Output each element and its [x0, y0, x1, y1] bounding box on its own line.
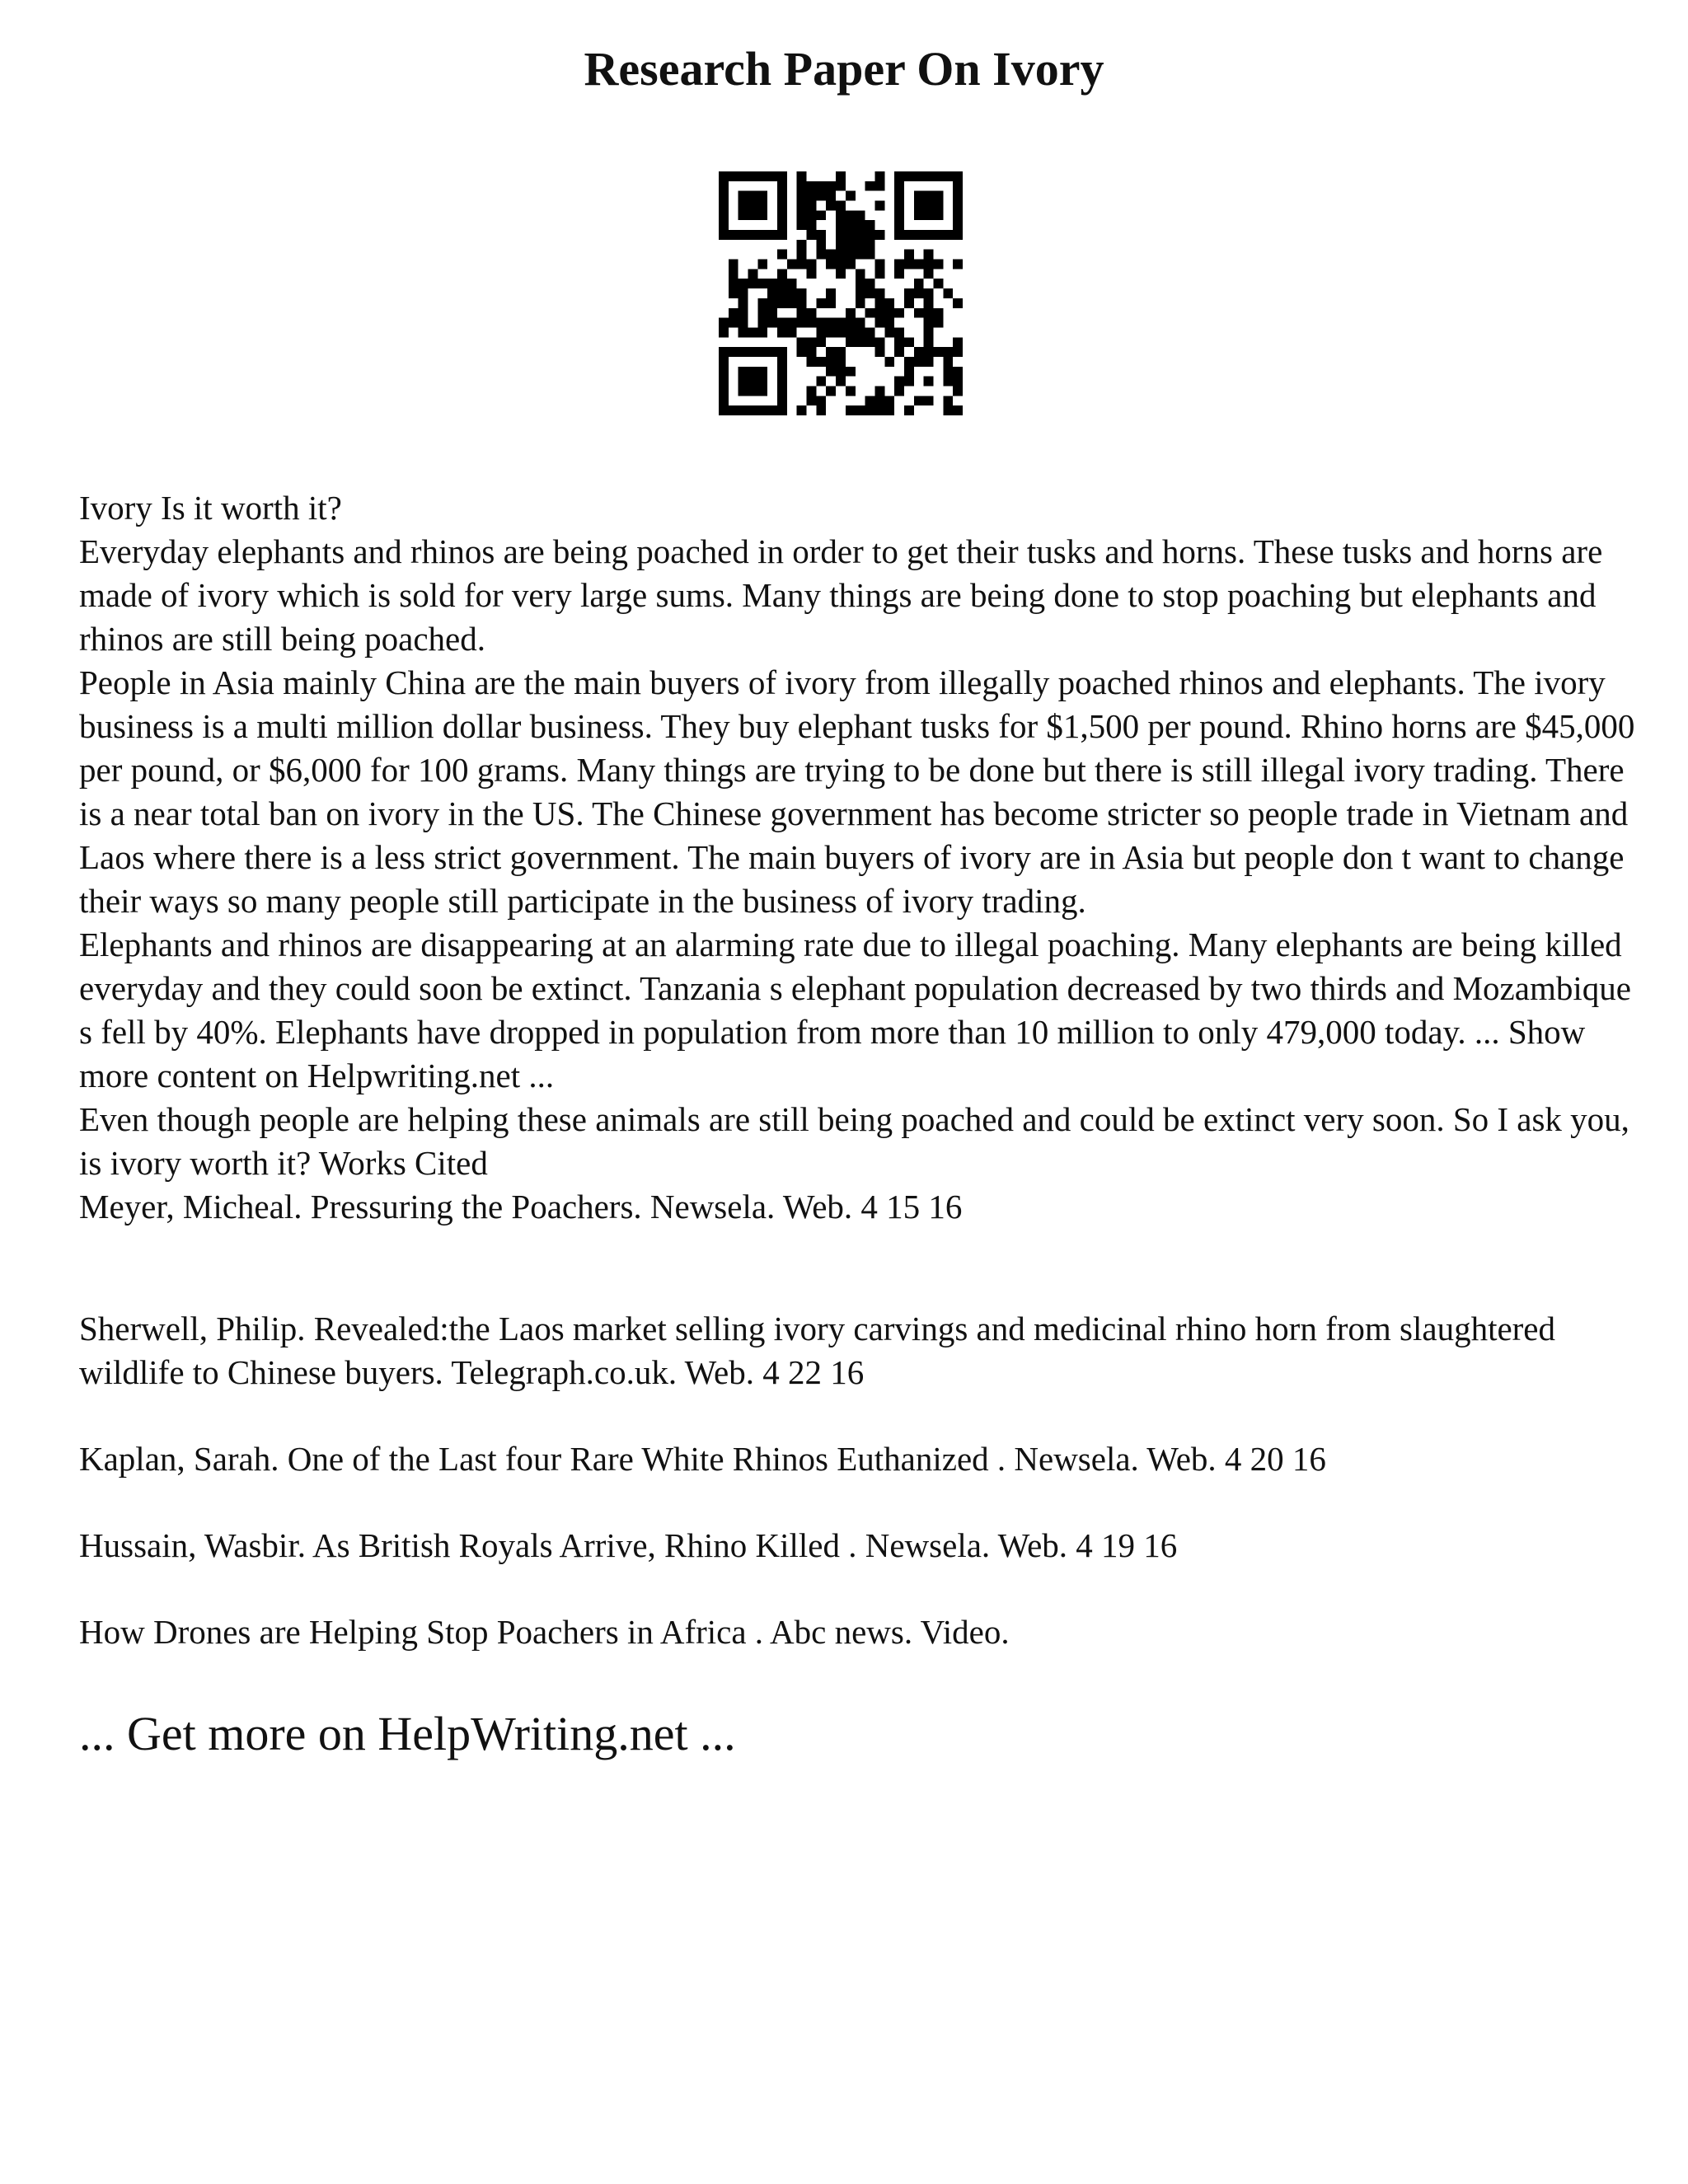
qr-module — [874, 396, 884, 405]
qr-module — [924, 308, 934, 318]
qr-module — [807, 260, 817, 269]
qr-module — [816, 357, 826, 367]
qr-module — [797, 181, 807, 191]
qr-module — [943, 288, 953, 298]
qr-module — [777, 250, 787, 260]
qr-module — [933, 347, 943, 357]
qr-module — [807, 230, 817, 240]
qr-module — [826, 327, 836, 337]
qr-module — [787, 327, 797, 337]
qr-module — [846, 260, 856, 269]
qr-module — [826, 191, 836, 201]
qr-module — [826, 357, 836, 367]
qr-module — [757, 279, 767, 288]
qr-module — [924, 396, 934, 405]
qr-finder-inner — [914, 191, 944, 221]
qr-module — [777, 279, 787, 288]
qr-module — [884, 357, 894, 367]
qr-module — [856, 220, 865, 230]
qr-module — [924, 288, 934, 298]
qr-module — [874, 308, 884, 318]
qr-module — [816, 298, 826, 308]
qr-module — [738, 327, 748, 337]
body-paragraph: People in Asia mainly China are the main buyers of ivory from illegally poached rhinos and elephants. The ivory business is a multi million dollar business. They buy elephant tusks for $1,500 per pound. Rhino horns are $45,000 per pound, or $6,000 for 100 grams. Many things are trying to be done but there is still illegal ivory trading. There is a near total ban on ivory in the US. The Chinese government has become stricter so people trade in Vietnam and Laos where there is a less strict government. The main buyers of ivory are in Asia but people don t want to change their ways so many people still participate in the business of ivory trading. — [79, 663, 1635, 920]
qr-module — [816, 396, 826, 405]
qr-module — [924, 250, 934, 260]
qr-module — [767, 288, 777, 298]
qr-module — [729, 318, 738, 328]
qr-module — [836, 318, 846, 328]
qr-module — [748, 327, 758, 337]
qr-module — [777, 327, 787, 337]
qr-module — [797, 260, 807, 269]
qr-module — [924, 337, 934, 347]
qr-module — [787, 318, 797, 328]
qr-module — [933, 318, 943, 328]
qr-module — [914, 357, 924, 367]
qr-module — [836, 201, 846, 211]
qr-module — [874, 318, 884, 328]
qr-module — [884, 396, 894, 405]
qr-module — [826, 288, 836, 298]
qr-module — [865, 337, 875, 347]
qr-module — [856, 240, 865, 250]
qr-module — [797, 288, 807, 298]
qr-module — [816, 250, 826, 260]
citation-entry: How Drones are Helping Stop Poachers in Africa . Abc news. Video. — [79, 1613, 1010, 1651]
qr-module — [738, 318, 748, 328]
qr-module — [865, 308, 875, 318]
qr-module — [816, 191, 826, 201]
qr-module — [933, 279, 943, 288]
qr-module — [953, 298, 963, 308]
qr-module — [924, 357, 934, 367]
qr-module — [797, 201, 807, 211]
qr-module — [738, 308, 748, 318]
qr-module — [924, 327, 934, 337]
qr-module — [943, 396, 953, 405]
qr-module — [797, 250, 807, 260]
qr-module — [884, 327, 894, 337]
qr-module — [807, 269, 817, 279]
qr-module — [846, 220, 856, 230]
qr-module — [846, 318, 856, 328]
qr-module — [836, 347, 846, 357]
qr-module — [748, 279, 758, 288]
qr-module — [846, 240, 856, 250]
qr-module — [894, 386, 904, 396]
qr-module — [894, 337, 904, 347]
qr-module — [953, 347, 963, 357]
qr-module — [846, 367, 856, 377]
qr-module — [924, 260, 934, 269]
qr-code — [719, 171, 963, 415]
qr-module — [894, 308, 904, 318]
qr-module — [826, 181, 836, 191]
qr-module — [797, 220, 807, 230]
qr-module — [865, 405, 875, 415]
qr-module — [943, 405, 953, 415]
qr-module — [836, 181, 846, 191]
qr-module — [943, 357, 953, 367]
qr-module — [865, 230, 875, 240]
qr-module — [816, 405, 826, 415]
qr-module — [777, 269, 787, 279]
qr-module — [777, 318, 787, 328]
qr-module — [894, 327, 904, 337]
qr-module — [757, 308, 767, 318]
qr-module — [953, 386, 963, 396]
qr-module — [894, 269, 904, 279]
qr-module — [874, 260, 884, 269]
qr-module — [904, 260, 914, 269]
qr-module — [767, 298, 777, 308]
qr-module — [836, 240, 846, 250]
qr-module — [874, 171, 884, 181]
body-paragraph: Meyer, Micheal. Pressuring the Poachers. Newsela. Web. 4 15 16 — [79, 1188, 963, 1226]
qr-module — [943, 347, 953, 357]
qr-module — [914, 347, 924, 357]
body-paragraph: Ivory Is it worth it? — [79, 489, 342, 527]
qr-module — [816, 181, 826, 191]
qr-module — [826, 250, 836, 260]
qr-module — [807, 181, 817, 191]
qr-module — [787, 288, 797, 298]
qr-module — [846, 405, 856, 415]
qr-module — [904, 405, 914, 415]
qr-module — [894, 347, 904, 357]
qr-module — [816, 318, 826, 328]
qr-module — [846, 337, 856, 347]
qr-module — [767, 308, 777, 318]
qr-module — [874, 288, 884, 298]
qr-module — [856, 230, 865, 240]
qr-module — [865, 220, 875, 230]
qr-module — [757, 318, 767, 328]
qr-module — [865, 327, 875, 337]
qr-module — [856, 405, 865, 415]
qr-module — [719, 318, 729, 328]
qr-module — [914, 308, 924, 318]
qr-module — [953, 405, 963, 415]
qr-module — [856, 298, 865, 308]
qr-module — [729, 288, 738, 298]
qr-module — [904, 298, 914, 308]
document-body — [79, 486, 1637, 1229]
citation-entry: Sherwell, Philip. Revealed:the Laos market selling ivory carvings and medicinal rhino horn from slaughtered wildlife to Chinese buyers. Telegraph.co.uk. Web. 4 22 16 — [79, 1310, 1556, 1391]
qr-module — [797, 210, 807, 220]
qr-module — [797, 191, 807, 201]
qr-module — [836, 171, 846, 181]
qr-module — [836, 367, 846, 377]
qr-module — [846, 250, 856, 260]
qr-module — [874, 386, 884, 396]
get-more-link[interactable]: ... Get more on HelpWriting.net ... — [79, 1707, 736, 1760]
qr-module — [953, 337, 963, 347]
qr-finder-inner — [738, 191, 768, 221]
qr-module — [816, 240, 826, 250]
qr-module — [807, 220, 817, 230]
qr-module — [807, 337, 817, 347]
qr-module — [914, 396, 924, 405]
qr-module — [933, 260, 943, 269]
qr-module — [738, 279, 748, 288]
qr-module — [777, 298, 787, 308]
qr-module — [865, 288, 875, 298]
qr-module — [874, 269, 884, 279]
qr-module — [865, 181, 875, 191]
qr-module — [884, 308, 894, 318]
qr-code-image — [719, 171, 963, 415]
body-paragraph: Elephants and rhinos are disappearing at an alarming rate due to illegal poaching. Many elephants are being killed everyday and they could soon be extinct. Tanzania s elephant population decreased by two thirds and Mozambique s fell by 40%. Elephants have dropped in population from more than 10 million to only 479,000 today. ... Show more content on Helpwriting.net ... — [79, 926, 1631, 1094]
qr-module — [846, 308, 856, 318]
qr-module — [797, 405, 807, 415]
qr-module — [797, 347, 807, 357]
qr-module — [757, 298, 767, 308]
qr-module — [943, 367, 953, 377]
qr-module — [846, 327, 856, 337]
qr-module — [874, 347, 884, 357]
qr-module — [807, 318, 817, 328]
qr-module — [874, 298, 884, 308]
qr-module — [894, 377, 904, 387]
body-paragraph: Even though people are helping these animals are still being poached and could be extinct very soon. So I ask you, is ivory worth it? Works Cited — [79, 1100, 1629, 1182]
qr-module — [826, 367, 836, 377]
qr-module — [894, 260, 904, 269]
qr-module — [719, 327, 729, 337]
qr-module — [816, 377, 826, 387]
qr-module — [865, 279, 875, 288]
qr-module — [816, 327, 826, 337]
qr-module — [836, 230, 846, 240]
qr-module — [738, 298, 748, 308]
qr-module — [729, 279, 738, 288]
citation-entry: Hussain, Wasbir. As British Royals Arrive, Rhino Killed . Newsela. Web. 4 19 16 — [79, 1526, 1178, 1564]
qr-module — [924, 377, 934, 387]
qr-module — [856, 250, 865, 260]
qr-module — [807, 396, 817, 405]
qr-module — [787, 298, 797, 308]
qr-module — [729, 308, 738, 318]
qr-module — [807, 191, 817, 201]
qr-module — [943, 377, 953, 387]
qr-module — [924, 318, 934, 328]
qr-module — [836, 377, 846, 387]
qr-module — [874, 337, 884, 347]
qr-module — [874, 181, 884, 191]
qr-module — [846, 210, 856, 220]
qr-module — [836, 357, 846, 367]
qr-module — [757, 260, 767, 269]
qr-module — [856, 288, 865, 298]
qr-module — [836, 220, 846, 230]
qr-module — [924, 347, 934, 357]
qr-module — [856, 269, 865, 279]
qr-module — [865, 250, 875, 260]
qr-module — [846, 191, 856, 201]
qr-module — [836, 250, 846, 260]
qr-module — [807, 210, 817, 220]
qr-module — [797, 171, 807, 181]
qr-module — [904, 377, 914, 387]
qr-module — [953, 260, 963, 269]
qr-module — [807, 308, 817, 318]
qr-module — [836, 327, 846, 337]
qr-module — [953, 367, 963, 377]
qr-module — [914, 288, 924, 298]
qr-module — [767, 318, 777, 328]
qr-module — [856, 210, 865, 220]
qr-module — [816, 210, 826, 220]
qr-module — [846, 230, 856, 240]
qr-module — [729, 260, 738, 269]
qr-module — [797, 337, 807, 347]
citation-entry: Kaplan, Sarah. One of the Last four Rare White Rhinos Euthanized . Newsela. Web. 4 20 16 — [79, 1440, 1326, 1478]
qr-module — [904, 337, 914, 347]
qr-module — [953, 377, 963, 387]
body-paragraph: Everyday elephants and rhinos are being poached in order to get their tusks and horns. These tusks and horns are made of ivory which is sold for very large sums. Many things are being done to stop poaching but elephants and rhinos are still being poached. — [79, 532, 1603, 658]
qr-module — [777, 288, 787, 298]
qr-module — [874, 405, 884, 415]
qr-module — [807, 201, 817, 211]
qr-module — [738, 288, 748, 298]
qr-module — [914, 279, 924, 288]
qr-module — [797, 298, 807, 308]
qr-module — [856, 279, 865, 288]
qr-module — [816, 337, 826, 347]
qr-module — [836, 260, 846, 269]
qr-module — [729, 269, 738, 279]
qr-module — [826, 260, 836, 269]
qr-module — [836, 269, 846, 279]
qr-module — [856, 327, 865, 337]
qr-module — [787, 279, 797, 288]
qr-module — [904, 288, 914, 298]
qr-module — [767, 279, 777, 288]
qr-module — [826, 318, 836, 328]
qr-module — [807, 357, 817, 367]
qr-module — [884, 405, 894, 415]
qr-module — [846, 386, 856, 396]
qr-module — [826, 201, 836, 211]
qr-module — [797, 318, 807, 328]
qr-module — [924, 298, 934, 308]
qr-module — [933, 308, 943, 318]
qr-module — [826, 347, 836, 357]
qr-module — [884, 318, 894, 328]
qr-module — [904, 367, 914, 377]
qr-module — [874, 230, 884, 240]
works-cited-list — [79, 1307, 1637, 1697]
qr-module — [797, 240, 807, 250]
qr-module — [797, 308, 807, 318]
qr-module — [807, 347, 817, 357]
qr-module — [748, 269, 758, 279]
qr-module — [924, 269, 934, 279]
qr-module — [816, 230, 826, 240]
qr-module — [826, 298, 836, 308]
qr-module — [874, 201, 884, 211]
qr-module — [826, 386, 836, 396]
qr-module — [865, 240, 875, 250]
qr-module — [884, 298, 894, 308]
qr-module — [914, 260, 924, 269]
qr-module — [807, 386, 817, 396]
qr-module — [904, 250, 914, 260]
document-title: Research Paper On Ivory — [584, 42, 1104, 96]
qr-module — [904, 357, 914, 367]
qr-module — [856, 318, 865, 328]
qr-module — [757, 327, 767, 337]
qr-module — [865, 396, 875, 405]
qr-module — [856, 337, 865, 347]
qr-module — [836, 210, 846, 220]
qr-finder-inner — [738, 367, 768, 396]
qr-module — [787, 260, 797, 269]
